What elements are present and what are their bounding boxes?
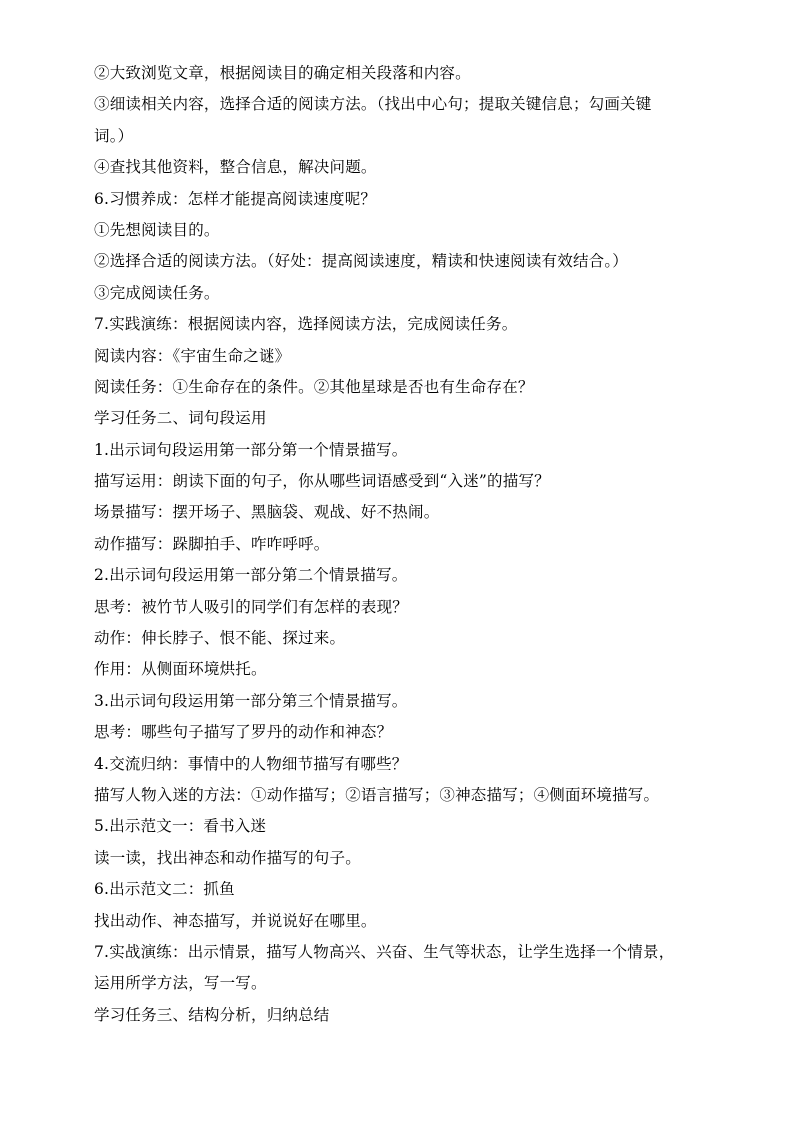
section-heading: 学习任务三、结构分析，归纳总结 <box>94 1005 330 1024</box>
document-page <box>94 58 700 1031</box>
text-line: 动作：伸长脖子、恨不能、探过来。 <box>94 629 346 648</box>
text-line: 1.出示词句段运用第一部分第一个情景描写。 <box>94 440 408 459</box>
text-line: 6.出示范文二：抓鱼 <box>94 880 235 899</box>
section-heading: 学习任务二、词句段运用 <box>94 409 267 428</box>
text-line: 找出动作、神态描写，并说说好在哪里。 <box>94 911 377 930</box>
text-line: 动作描写：跺脚拍手、咋咋呼呼。 <box>94 534 330 553</box>
text-line: 运用所学方法，写一写。 <box>94 974 267 993</box>
text-line: 作用：从侧面环境烘托。 <box>94 660 267 679</box>
text-line: ④查找其他资料，整合信息，解决问题。 <box>94 158 377 177</box>
text-line: 6.习惯养成：怎样才能提高阅读速度呢？ <box>94 189 377 208</box>
text-line: ①先想阅读目的。 <box>94 220 220 239</box>
text-line: 2.出示词句段运用第一部分第二个情景描写。 <box>94 566 408 585</box>
text-line: 思考：哪些句子描写了罗丹的动作和神态？ <box>94 723 393 742</box>
text-line: 描写运用：朗读下面的句子，你从哪些词语感受到“入迷”的描写？ <box>94 472 550 491</box>
text-line: ③完成阅读任务。 <box>94 283 220 302</box>
text-line: 7.实战演练：出示情景，描写人物高兴、兴奋、生气等状态，让学生选择一个情景， <box>94 942 675 961</box>
text-line: 思考：被竹节人吸引的同学们有怎样的表现？ <box>94 597 409 616</box>
text-line: 7.实践演练：根据阅读内容，选择阅读方法，完成阅读任务。 <box>94 315 518 334</box>
text-line: ③细读相关内容，选择合适的阅读方法。（找出中心句；提取关键信息；勾画关键 <box>94 95 652 114</box>
text-line: 词。） <box>94 126 134 145</box>
text-line: 场景描写：摆开场子、黑脑袋、观战、好不热闹。 <box>94 503 440 522</box>
text-line: 描写人物入迷的方法：①动作描写；②语言描写；③神态描写；④侧面环境描写。 <box>94 785 660 804</box>
text-line: 阅读任务：①生命存在的条件。②其他星球是否也有生命存在？ <box>94 377 534 396</box>
text-line: 3.出示词句段运用第一部分第三个情景描写。 <box>94 691 408 710</box>
text-line: 读一读，找出神态和动作描写的句子。 <box>94 848 361 867</box>
text-line: ②大致浏览文章，根据阅读目的确定相关段落和内容。 <box>94 64 471 82</box>
text-line: 5.出示范文一：看书入迷 <box>94 817 267 836</box>
text-line: 阅读内容：《宇宙生命之谜》 <box>94 346 291 365</box>
text-line: ②选择合适的阅读方法。（好处：提高阅读速度，精读和快速阅读有效结合。） <box>94 252 629 271</box>
text-line: 4.交流归纳：事情中的人物细节描写有哪些？ <box>94 754 408 773</box>
